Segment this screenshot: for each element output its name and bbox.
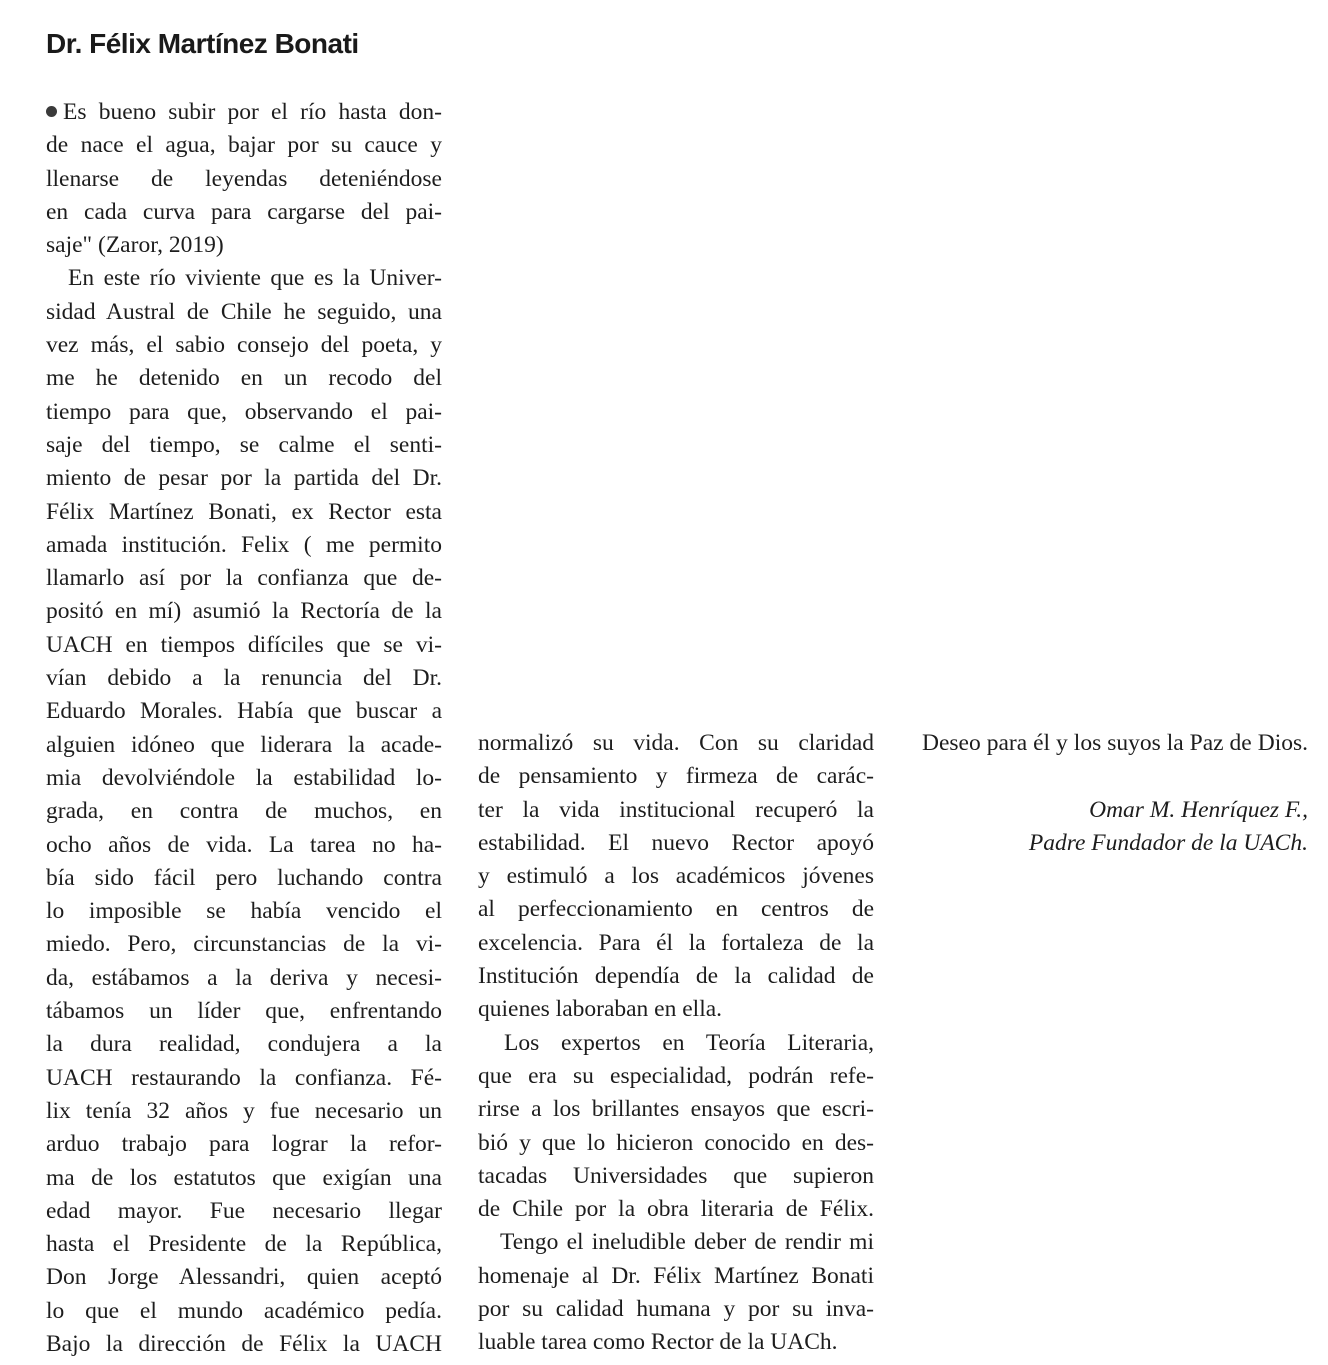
text-line: me he detenido en un recodo del [46, 365, 442, 392]
text-line: Tengo el ineludible deber de rendir mi [500, 1229, 874, 1256]
text-line: vez más, el sabio consejo del poeta, y [46, 332, 442, 359]
text-line: Los expertos en Teoría Literaria, [504, 1029, 874, 1056]
text-line: y estimuló a los académicos jóvenes [478, 863, 874, 890]
text-line: bió y que lo hicieron conocido en des- [478, 1129, 874, 1156]
text-line: homenaje al Dr. Félix Martínez Bonati [478, 1262, 874, 1289]
text-line: que era su especialidad, podrán refe- [478, 1062, 874, 1089]
text-line: edad mayor. Fue necesario llegar [46, 1197, 442, 1224]
text-line: En este río viviente que es la Univer- [68, 265, 442, 292]
text-line: UACH restaurando la confianza. Fé- [46, 1064, 442, 1091]
text-line: da, estábamos a la deriva y necesi- [46, 964, 442, 991]
text-line: tacadas Universidades que supieron [478, 1162, 874, 1189]
text-line: luable tarea como Rector de la UACh. [478, 1329, 838, 1356]
text-column-1 [46, 96, 442, 1361]
text-line: ter la vida institucional recuperó la [478, 796, 874, 823]
text-line: de pensamiento y firmeza de carác- [478, 763, 874, 790]
text-line: tábamos un líder que, enfrentando [46, 998, 442, 1025]
text-line: UACH en tiempos difíciles que se vi- [46, 631, 442, 658]
signature-line: Padre Fundador de la UACh. [1028, 829, 1308, 856]
text-line: arduo trabajo para lograr la refor- [46, 1131, 442, 1158]
text-line: Félix Martínez Bonati, ex Rector esta [46, 498, 442, 525]
text-line: miento de pesar por la partida del Dr. [46, 465, 442, 492]
text-line: Deseo para él y los suyos la Paz de Dios. [922, 730, 1308, 756]
text-line: normalizó su vida. Con su claridad [478, 730, 874, 756]
text-line: rirse a los brillantes ensayos que escri- [478, 1096, 874, 1123]
text-line: mia devolviéndole la estabilidad lo- [46, 764, 442, 791]
text-line: hasta el Presidente de la República, [46, 1231, 442, 1258]
text-line: lo que el mundo académico pedía. [46, 1297, 442, 1324]
signature-line: Omar M. Henríquez F., [1089, 796, 1308, 823]
text-line: Institución dependía de la calidad de [478, 963, 874, 990]
text-line: llenarse de leyendas deteniéndose [46, 165, 442, 192]
text-line: positó en mí) asumió la Rectoría de la [46, 598, 442, 625]
text-line: sidad Austral de Chile he seguido, una [46, 298, 442, 325]
text-line: al perfeccionamiento en centros de [478, 896, 874, 923]
text-line: de Chile por la obra literaria de Félix. [478, 1196, 874, 1223]
text-line: saje" (Zaror, 2019) [46, 232, 224, 259]
text-line: alguien idóneo que liderara la acade- [46, 731, 442, 758]
text-line: estabilidad. El nuevo Rector apoyó [478, 829, 874, 856]
text-line: ma de los estatutos que exigían una [46, 1164, 442, 1191]
text-line: Don Jorge Alessandri, quien aceptó [46, 1264, 442, 1291]
text-line: tiempo para que, observando el pai- [46, 398, 442, 425]
text-line: la dura realidad, condujera a la [46, 1031, 442, 1058]
text-line: llamarlo así por la confianza que de- [46, 565, 442, 592]
article-title: Dr. Félix Martínez Bonati [46, 28, 359, 59]
bullet-icon [46, 106, 57, 117]
text-line: lix tenía 32 años y fue necesario un [46, 1097, 442, 1124]
text-line: miedo. Pero, circunstancias de la vi- [46, 931, 442, 958]
text-line: en cada curva para cargarse del pai- [46, 198, 442, 225]
text-line: bía sido fácil pero luchando contra [46, 864, 442, 891]
text-column-2 [478, 727, 874, 1360]
text-line: amada institución. Felix ( me permito [46, 531, 442, 558]
text-line: grada, en contra de muchos, en [46, 798, 442, 825]
text-line: vían debido a la renuncia del Dr. [46, 665, 442, 692]
text-line: excelencia. Para él la fortaleza de la [478, 929, 874, 956]
text-line: lo imposible se había vencido el [46, 898, 442, 925]
text-line-content: Es bueno subir por el río hasta don- [63, 99, 442, 125]
text-line: quienes laboraban en ella. [478, 996, 723, 1023]
text-line: Eduardo Morales. Había que buscar a [46, 698, 442, 725]
text-line: Bajo la dirección de Félix la UACH [46, 1330, 442, 1357]
text-line: de nace el agua, bajar por su cauce y [46, 132, 442, 159]
text-line: ocho años de vida. La tarea no ha- [46, 831, 442, 858]
text-line: por su calidad humana y por su inva- [478, 1296, 874, 1323]
text-line [46, 96, 442, 129]
text-column-3 [900, 727, 1308, 860]
text-line: saje del tiempo, se calme el senti- [46, 431, 442, 458]
text-line [900, 760, 1308, 793]
